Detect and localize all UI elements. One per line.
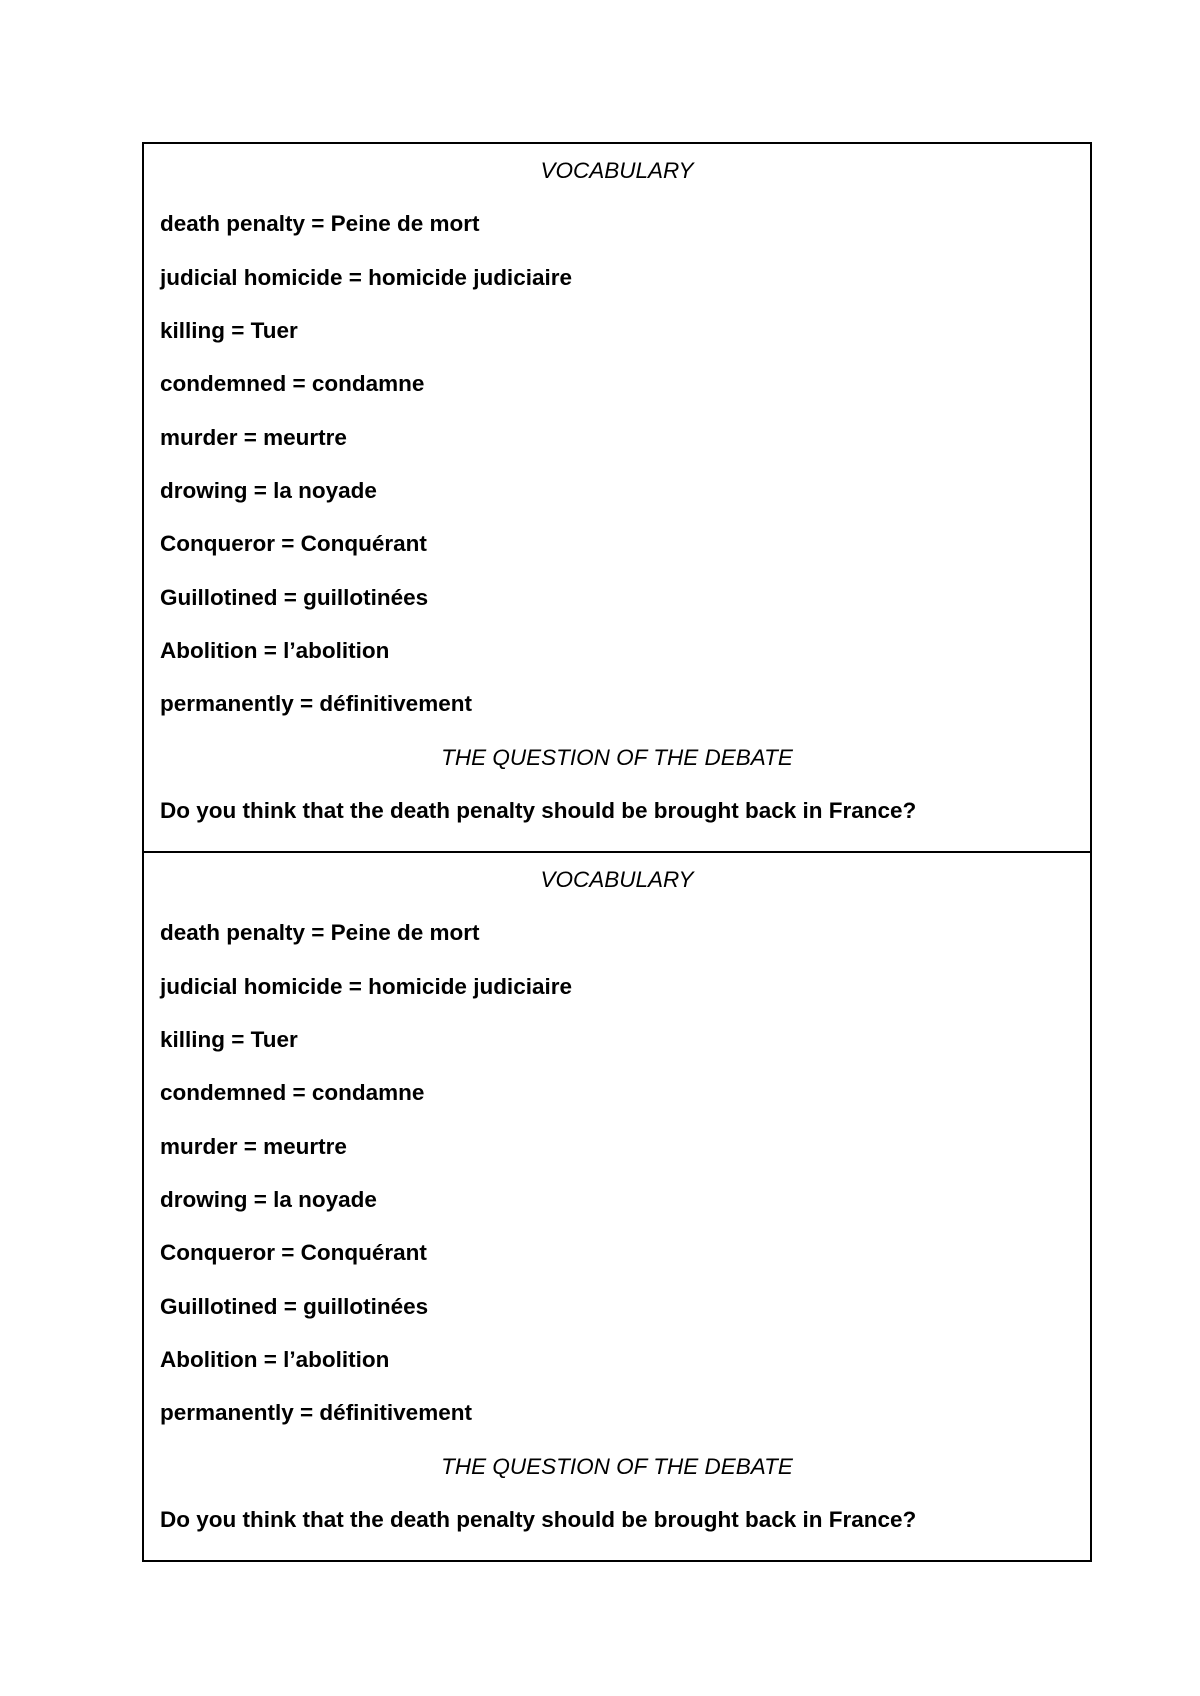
vocabulary-heading: VOCABULARY (540, 867, 694, 892)
vocab-entry: killing = Tuer (160, 1027, 298, 1052)
debate-heading: THE QUESTION OF THE DEBATE (441, 745, 793, 770)
vocab-entry: Conqueror = Conquérant (160, 531, 427, 556)
vocab-entry: killing = Tuer (160, 318, 298, 343)
debate-question: Do you think that the death penalty should be brought back in France? (160, 798, 917, 823)
vocab-entry: judicial homicide = homicide judiciaire (160, 974, 572, 999)
vocab-entry: Abolition = l’abolition (160, 638, 390, 663)
vocab-entry: condemned = condamne (160, 1080, 425, 1105)
vocab-entry: murder = meurtre (160, 1134, 347, 1159)
vocab-entry: death penalty = Peine de mort (160, 211, 480, 236)
vocab-entry: drowing = la noyade (160, 1187, 377, 1212)
vocab-entry: judicial homicide = homicide judiciaire (160, 265, 572, 290)
vocabulary-heading: VOCABULARY (540, 158, 694, 183)
vocab-entry: permanently = définitivement (160, 691, 472, 716)
vocab-entry: Conqueror = Conquérant (160, 1240, 427, 1265)
vocab-entry: murder = meurtre (160, 425, 347, 450)
vocab-entry: death penalty = Peine de mort (160, 920, 480, 945)
vocab-entry: Abolition = l’abolition (160, 1347, 390, 1372)
vocab-entry: condemned = condamne (160, 371, 425, 396)
vocab-entry: drowing = la noyade (160, 478, 377, 503)
vocabulary-card (142, 851, 1092, 1562)
debate-question: Do you think that the death penalty should be brought back in France? (160, 1507, 917, 1532)
vocabulary-card (142, 142, 1092, 853)
vocab-entry: Guillotined = guillotinées (160, 1294, 429, 1319)
vocab-entry: Guillotined = guillotinées (160, 585, 429, 610)
debate-heading: THE QUESTION OF THE DEBATE (441, 1454, 793, 1479)
vocab-entry: permanently = définitivement (160, 1400, 472, 1425)
